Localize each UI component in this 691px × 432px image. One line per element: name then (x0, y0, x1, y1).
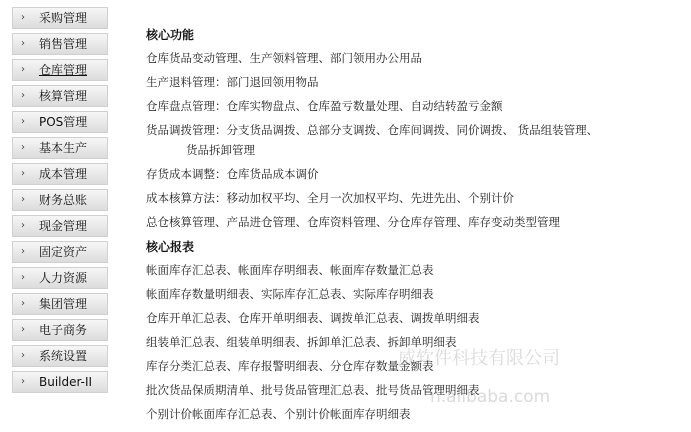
chevron-right-icon: › (21, 350, 25, 361)
sidebar-item-label: 人力资源 (39, 271, 88, 285)
sidebar-item-label: 核算管理 (39, 89, 88, 103)
chevron-right-icon: › (21, 246, 25, 257)
sidebar-item-purchase[interactable] (12, 7, 108, 29)
sidebar-nav (12, 7, 108, 397)
report-line: 库存分类汇总表、库存报警明细表、分仓库存数量金额表 (146, 359, 434, 373)
chevron-right-icon: › (21, 12, 25, 23)
sidebar-item-warehouse[interactable] (12, 59, 108, 81)
sidebar-item-label: 集团管理 (39, 297, 88, 311)
chevron-right-icon: › (21, 142, 25, 153)
feature-line: 仓库货品变动管理、生产领料管理、部门领用办公用品 (146, 51, 422, 65)
feature-line: 成本核算方法：移动加权平均、全月一次加权平均、先进先出、个别计价 (146, 191, 514, 205)
sidebar-item-label: 采购管理 (39, 11, 88, 25)
chevron-right-icon: › (21, 90, 25, 101)
chevron-right-icon: › (21, 168, 25, 179)
chevron-right-icon: › (21, 220, 25, 231)
chevron-right-icon: › (21, 116, 25, 127)
sidebar-item-sales[interactable] (12, 33, 108, 55)
core-reports-title: 核心报表 (146, 240, 195, 254)
report-line: 仓库开单汇总表、仓库开单明细表、调拨单汇总表、调拨单明细表 (146, 311, 480, 325)
sidebar-item-cash[interactable] (12, 215, 108, 237)
chevron-right-icon: › (21, 194, 25, 205)
chevron-right-icon: › (21, 298, 25, 309)
sidebar-item-pos[interactable] (12, 111, 108, 133)
chevron-right-icon: › (21, 324, 25, 335)
sidebar-item-group[interactable] (12, 293, 108, 315)
sidebar-item-label: Builder-II (39, 375, 93, 389)
report-line: 批次货品保质期清单、批号货品管理汇总表、批号货品管理明细表 (146, 383, 480, 397)
sidebar-item-builder[interactable] (12, 371, 108, 393)
feature-line: 仓库盘点管理：仓库实物盘点、仓库盈亏数量处理、自动结转盈亏金额 (146, 99, 503, 113)
sidebar-item-label: 成本管理 (39, 167, 88, 181)
sidebar-item-hr[interactable] (12, 267, 108, 289)
main-content (146, 28, 676, 432)
feature-line: 货品拆卸管理 (186, 143, 255, 157)
feature-line: 货品调拨管理：分支货品调拨、总部分支调拨、仓库间调拨、同价调拨、 货品组装管理、 (146, 123, 599, 137)
sidebar-item-label: 基本生产 (39, 141, 88, 155)
feature-line: 存货成本调整：仓库货品成本调价 (146, 167, 319, 181)
chevron-right-icon: › (21, 376, 25, 387)
sidebar-item-label: POS管理 (39, 115, 88, 129)
sidebar-item-label: 固定资产 (39, 245, 88, 259)
sidebar-item-label: 系统设置 (39, 349, 88, 363)
sidebar-item-fixed-assets[interactable] (12, 241, 108, 263)
sidebar-item-label: 现金管理 (39, 219, 88, 233)
report-line: 帐面库存汇总表、帐面库存明细表、帐面库存数量汇总表 (146, 263, 434, 277)
core-functions-title: 核心功能 (146, 28, 195, 42)
sidebar-item-ledger[interactable] (12, 189, 108, 211)
feature-line: 生产退料管理：部门退回领用物品 (146, 75, 319, 89)
watermark-line: n.alibaba.com (430, 387, 551, 407)
sidebar-item-production[interactable] (12, 137, 108, 159)
chevron-right-icon: › (21, 272, 25, 283)
sidebar-item-label: 财务总账 (39, 193, 88, 207)
watermark-line: 威软件科技有限公司 (398, 348, 560, 369)
sidebar-item-label: 电子商务 (39, 323, 88, 337)
chevron-right-icon: › (21, 38, 25, 49)
feature-line: 总仓核算管理、产品进仓管理、仓库资料管理、分仓库存管理、库存变动类型管理 (146, 215, 560, 229)
chevron-right-icon: › (21, 64, 25, 75)
report-line: 组装单汇总表、组装单明细表、拆卸单汇总表、拆卸单明细表 (146, 335, 457, 349)
report-line: 个别计价帐面库存汇总表、个别计价帐面库存明细表 (146, 407, 411, 421)
sidebar-item-accounting[interactable] (12, 85, 108, 107)
sidebar-item-cost[interactable] (12, 163, 108, 185)
sidebar-item-ecommerce[interactable] (12, 319, 108, 341)
sidebar-item-label: 销售管理 (39, 37, 88, 51)
sidebar-item-settings[interactable] (12, 345, 108, 367)
report-line: 帐面库存数量明细表、实际库存汇总表、实际库存明细表 (146, 287, 434, 301)
sidebar-item-label: 仓库管理 (39, 63, 88, 77)
